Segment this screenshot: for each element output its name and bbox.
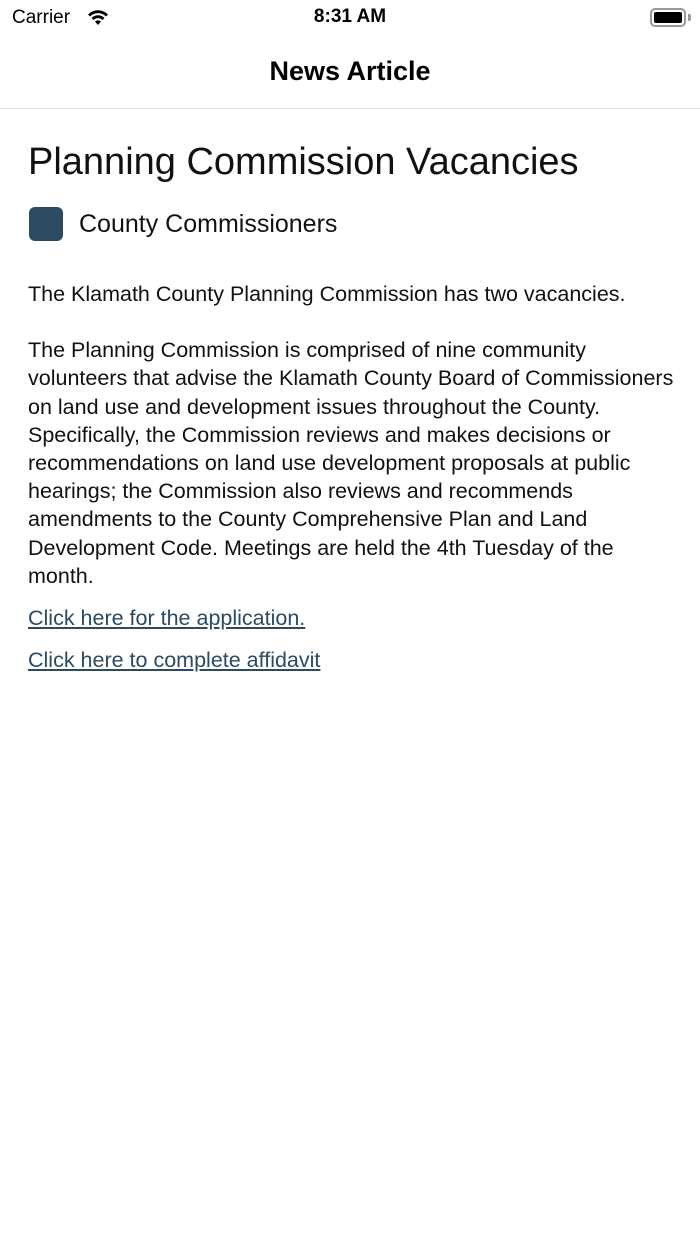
article-paragraph: The Klamath County Planning Commission has two vacancies. bbox=[28, 282, 626, 306]
article-title: Planning Commission Vacancies bbox=[28, 141, 579, 183]
carrier-label: Carrier bbox=[12, 7, 71, 28]
battery-tip bbox=[688, 14, 691, 21]
category-color-swatch-icon bbox=[29, 207, 63, 241]
status-bar bbox=[0, 0, 700, 36]
category-label: County Commissioners bbox=[79, 209, 338, 238]
clock: 8:31 AM bbox=[313, 6, 387, 27]
navigation-bar bbox=[0, 36, 700, 109]
application-link[interactable]: Click here for the application. bbox=[28, 606, 306, 631]
article-paragraph: The Planning Commission is comprised of nine community volunteers that advise the Klamath County Board of Commissioners on land use and development issues throughout the County. Specifically, the Commission reviews and makes decisions or recommendations on land use development proposals at public hearings; the Commission also reviews and recommends amendments to the County Comprehensive Plan and Land Development Code. Meetings are held the 4th Tuesday of the month. bbox=[28, 338, 674, 588]
nav-title: News Article bbox=[269, 56, 431, 86]
battery-level bbox=[654, 12, 682, 23]
affidavit-link[interactable]: Click here to complete affidavit bbox=[28, 648, 321, 673]
article-body bbox=[28, 280, 678, 590]
category-tag bbox=[28, 206, 678, 242]
article-content bbox=[28, 110, 678, 688]
battery-icon bbox=[650, 8, 686, 27]
